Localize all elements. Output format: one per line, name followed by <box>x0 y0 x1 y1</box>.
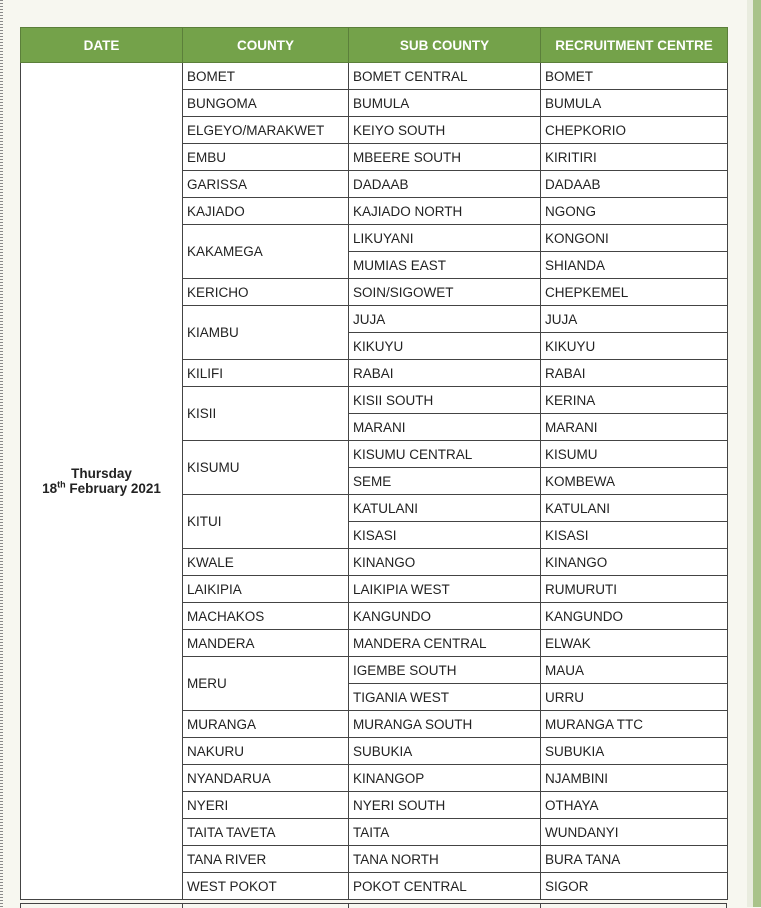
sub-county-cell: MARANI <box>349 414 541 441</box>
recruitment-centre-cell: KOMBEWA <box>541 468 728 495</box>
recruitment-centre-cell: JUJA <box>541 306 728 333</box>
sub-county-cell: TAITA <box>349 819 541 846</box>
county-cell: WEST POKOT <box>183 873 349 900</box>
recruitment-centre-cell: MARANI <box>541 414 728 441</box>
recruitment-schedule-table <box>20 27 728 900</box>
recruitment-centre-cell: KISASI <box>541 522 728 549</box>
county-cell: TAITA TAVETA <box>183 819 349 846</box>
date-cell <box>21 63 183 900</box>
green-side-strip <box>753 0 761 907</box>
recruitment-centre-cell: DADAAB <box>541 171 728 198</box>
county-cell: EMBU <box>183 144 349 171</box>
sub-county-cell: BUMULA <box>349 90 541 117</box>
sub-county-cell: MBEERE SOUTH <box>349 144 541 171</box>
sub-county-cell: KINANGOP <box>349 765 541 792</box>
county-cell: KAKAMEGA <box>183 225 349 279</box>
sub-county-cell: KISII SOUTH <box>349 387 541 414</box>
county-cell: KILIFI <box>183 360 349 387</box>
recruitment-centre-cell: KERINA <box>541 387 728 414</box>
header-county: COUNTY <box>183 28 349 63</box>
sub-county-cell: BOMET CENTRAL <box>349 63 541 90</box>
county-cell: BOMET <box>183 63 349 90</box>
recruitment-centre-cell: OTHAYA <box>541 792 728 819</box>
recruitment-centre-cell: SHIANDA <box>541 252 728 279</box>
county-cell: MANDERA <box>183 630 349 657</box>
sub-county-cell: TANA NORTH <box>349 846 541 873</box>
recruitment-centre-cell: RUMURUTI <box>541 576 728 603</box>
sub-county-cell: IGEMBE SOUTH <box>349 657 541 684</box>
recruitment-centre-cell: SIGOR <box>541 873 728 900</box>
county-cell: LAIKIPIA <box>183 576 349 603</box>
next-row-border <box>20 903 727 908</box>
sub-county-cell: JUJA <box>349 306 541 333</box>
recruitment-centre-cell: MURANGA TTC <box>541 711 728 738</box>
county-cell: KISII <box>183 387 349 441</box>
recruitment-centre-cell: KISUMU <box>541 441 728 468</box>
recruitment-centre-cell: KANGUNDO <box>541 603 728 630</box>
sub-county-cell: KINANGO <box>349 549 541 576</box>
table-row <box>21 63 728 90</box>
date-day: 18 <box>42 481 58 496</box>
county-cell: MACHAKOS <box>183 603 349 630</box>
recruitment-centre-cell: WUNDANYI <box>541 819 728 846</box>
county-cell: KAJIADO <box>183 198 349 225</box>
recruitment-centre-cell: CHEPKEMEL <box>541 279 728 306</box>
recruitment-centre-cell: CHEPKORIO <box>541 117 728 144</box>
recruitment-centre-cell: BOMET <box>541 63 728 90</box>
date-month-year: February 2021 <box>69 481 161 496</box>
sub-county-cell: NYERI SOUTH <box>349 792 541 819</box>
recruitment-centre-cell: KATULANI <box>541 495 728 522</box>
county-cell: KWALE <box>183 549 349 576</box>
sub-county-cell: LIKUYANI <box>349 225 541 252</box>
sub-county-cell: KAJIADO NORTH <box>349 198 541 225</box>
recruitment-centre-cell: ELWAK <box>541 630 728 657</box>
county-cell: ELGEYO/MARAKWET <box>183 117 349 144</box>
table-body <box>21 63 728 900</box>
sub-county-cell: RABAI <box>349 360 541 387</box>
recruitment-centre-cell: RABAI <box>541 360 728 387</box>
county-cell: BUNGOMA <box>183 90 349 117</box>
header-recruitment-centre: RECRUITMENT CENTRE <box>541 28 728 63</box>
sub-county-cell: SEME <box>349 468 541 495</box>
sub-county-cell: KEIYO SOUTH <box>349 117 541 144</box>
sub-county-cell: KANGUNDO <box>349 603 541 630</box>
sub-county-cell: KIKUYU <box>349 333 541 360</box>
recruitment-centre-cell: MAUA <box>541 657 728 684</box>
sub-county-cell: KISASI <box>349 522 541 549</box>
sub-county-cell: KISUMU CENTRAL <box>349 441 541 468</box>
county-cell: KITUI <box>183 495 349 549</box>
county-cell: MURANGA <box>183 711 349 738</box>
left-dotted-border <box>0 0 3 907</box>
county-cell: TANA RIVER <box>183 846 349 873</box>
header-sub-county: SUB COUNTY <box>349 28 541 63</box>
recruitment-centre-cell: NGONG <box>541 198 728 225</box>
county-cell: KERICHO <box>183 279 349 306</box>
table-header-row <box>21 28 728 63</box>
recruitment-centre-cell: KONGONI <box>541 225 728 252</box>
sub-county-cell: MANDERA CENTRAL <box>349 630 541 657</box>
county-cell: NYERI <box>183 792 349 819</box>
sub-county-cell: TIGANIA WEST <box>349 684 541 711</box>
recruitment-centre-cell: URRU <box>541 684 728 711</box>
recruitment-centre-cell: KIKUYU <box>541 333 728 360</box>
county-cell: MERU <box>183 657 349 711</box>
sub-county-cell: MURANGA SOUTH <box>349 711 541 738</box>
sub-county-cell: MUMIAS EAST <box>349 252 541 279</box>
header-date: DATE <box>21 28 183 63</box>
recruitment-centre-cell: SUBUKIA <box>541 738 728 765</box>
recruitment-centre-cell: BUMULA <box>541 90 728 117</box>
recruitment-centre-cell: BURA TANA <box>541 846 728 873</box>
county-cell: KISUMU <box>183 441 349 495</box>
date-day-suffix: th <box>57 479 66 490</box>
sub-county-cell: SUBUKIA <box>349 738 541 765</box>
sub-county-cell: SOIN/SIGOWET <box>349 279 541 306</box>
recruitment-centre-cell: KINANGO <box>541 549 728 576</box>
county-cell: NYANDARUA <box>183 765 349 792</box>
sub-county-cell: POKOT CENTRAL <box>349 873 541 900</box>
sub-county-cell: DADAAB <box>349 171 541 198</box>
county-cell: NAKURU <box>183 738 349 765</box>
sub-county-cell: LAIKIPIA WEST <box>349 576 541 603</box>
recruitment-centre-cell: KIRITIRI <box>541 144 728 171</box>
sub-county-cell: KATULANI <box>349 495 541 522</box>
date-day-line <box>21 481 182 496</box>
recruitment-centre-cell: NJAMBINI <box>541 765 728 792</box>
date-weekday: Thursday <box>71 466 132 481</box>
county-cell: GARISSA <box>183 171 349 198</box>
county-cell: KIAMBU <box>183 306 349 360</box>
